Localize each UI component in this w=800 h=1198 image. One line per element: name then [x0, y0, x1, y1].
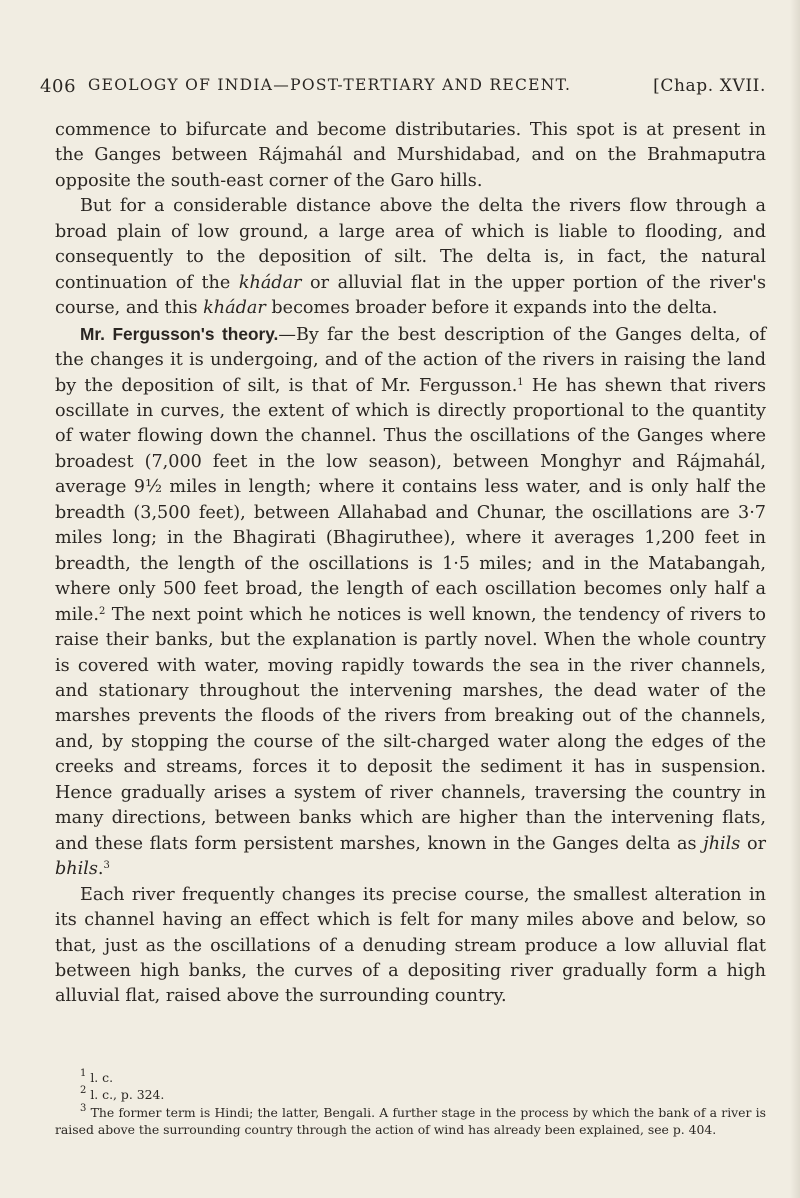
p3-text-b: He has shewn that rivers oscillate in curves, the extent of which is directly proportional to the quantity of water flowing down the channel. Thus the oscillations of the Ganges where broadest (7,000 feet in the low season), between Monghyr and Rájmahál, average 9½ miles in length; where it contains less water, and is only half the breadth (3,500 feet), between Allahabad and Chunar, the oscillations are 3·7 miles long; in the Bhagirati (Bhagiruthee), where it averages 1,200 feet in breadth, the length of the oscillations is 1·5 miles; and in the Matabangah, where only 500 feet broad, the length of each oscillation becomes only half a mile.	[55, 375, 766, 625]
paragraph-4: Each river frequently changes its precise course, the smallest alteration in its channel having an effect which is felt for many miles above and below, so that, just as the oscillations of a denuding stream produce a low alluvial flat between high banks, the curves of a depositing river gradually form a high alluvial flat, raised above the surrounding country.	[55, 884, 766, 1007]
paragraph-1: commence to bifurcate and become distributaries. This spot is at present in the Ganges between Rájmahál and Murshidabad, and on the Brahmaputra opposite the south-east corner of the Garo hills.	[55, 120, 766, 191]
p2-text-a: But for a considerable distance above the delta the rivers flow through a broad plain of low ground, a large area of which is liable to flooding, and consequently to the deposition of silt. The delta is, in fact, the natural continuation of the	[55, 196, 766, 293]
footnote-2	[55, 1086, 766, 1103]
footnote-mark: 2	[80, 1085, 87, 1097]
footnote-text: l. c., p. 324.	[90, 1087, 165, 1103]
paragraph-3	[55, 322, 766, 883]
term-bhils: bhils	[55, 859, 98, 880]
term-jhils: jhils	[703, 833, 741, 854]
p3-text-or: or	[740, 833, 766, 854]
footnote-ref-1[interactable]: 1	[517, 376, 524, 388]
p3-text-c: The next point which he notices is well known, the tendency of rivers to raise their banks, but the explanation is partly novel. When the whole country is covered with water, moving rapidly towards the sea in the river channels, and stationary throughout the intervening marshes, the dead water of the marshes prevents the floods of the rivers from breaking out of the channels, and, by stopping the course of the silt-charged water along the edges of the creeks and streams, forces it to deposit the sediment it has in suspension. Hence gradually arises a system of river channels, traversing the country in many directions, between banks which are higher than the intervening flats, and these flats form persistent marshes, known in the Ganges delta as	[55, 604, 766, 854]
running-title: GEOLOGY OF INDIA—POST-TERTIARY AND RECENT.	[88, 76, 572, 94]
footnote-text: l. c.	[90, 1070, 114, 1085]
body-text	[55, 118, 766, 1010]
chapter-label: [Chap. XVII.	[653, 76, 766, 96]
page-edge-shadow	[790, 0, 800, 1198]
p2-text-c: becomes broader before it expands into the delta.	[265, 298, 718, 319]
footnote-1	[55, 1069, 766, 1086]
p3-text-end: .	[97, 859, 104, 880]
term-khadar: khádar	[203, 298, 266, 319]
page-number: 406	[40, 76, 77, 97]
footnotes	[55, 1069, 766, 1138]
footnote-mark: 1	[80, 1068, 87, 1079]
paragraph-2	[55, 194, 766, 321]
footnote-mark: 3	[80, 1102, 87, 1114]
footnote-ref-2[interactable]: 2	[98, 605, 106, 617]
section-heading: Mr. Fergusson's theory.	[80, 323, 279, 344]
term-khadar: khádar	[238, 272, 302, 293]
p3-text-a: —By far the best description of the Ganges delta, of the changes it is undergoing, and of the action of the rivers in raising the land by the deposition of silt, is that of Mr. Fergusson.	[55, 324, 766, 396]
p2-text-b: or alluvial flat in the upper portion of the river's course, and this	[55, 272, 766, 319]
footnote-text: The former term is Hindi; the latter, Bengali. A further stage in the process by which the bank of a river is raised above the surrounding country through the action of wind has already been explained, see p. 404.	[55, 1104, 766, 1137]
footnote-3	[55, 1104, 766, 1139]
running-header	[40, 76, 766, 106]
footnote-ref-3[interactable]: 3	[103, 860, 110, 872]
